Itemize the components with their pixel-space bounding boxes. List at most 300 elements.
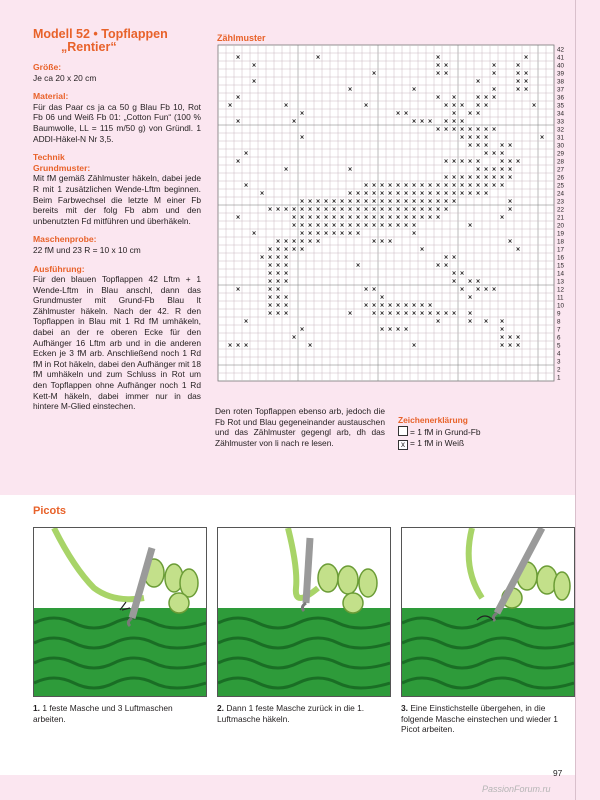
white-stitch-mark: × <box>235 94 241 102</box>
white-stitch-mark: × <box>291 214 297 222</box>
white-stitch-mark: × <box>283 270 289 278</box>
white-stitch-mark: × <box>291 222 297 230</box>
white-stitch-mark: × <box>227 102 233 110</box>
white-stitch-mark: × <box>427 214 433 222</box>
picot-step-2-caption <box>217 703 389 724</box>
row-label: 21 <box>557 214 565 222</box>
white-stitch-mark: × <box>459 190 465 198</box>
white-stitch-mark: × <box>435 70 441 78</box>
white-stitch-mark: × <box>403 198 409 206</box>
white-stitch-mark: × <box>291 334 297 342</box>
white-stitch-mark: × <box>451 158 457 166</box>
step-3-text: Eine Einstichstelle übergehen, in die folgende Masche einstechen und wieder 1 Picot arbeiten. <box>401 703 558 735</box>
row-label: 20 <box>557 222 565 230</box>
white-stitch-mark: × <box>483 318 489 326</box>
white-stitch-mark: × <box>371 206 377 214</box>
white-stitch-mark: × <box>299 110 305 118</box>
white-stitch-mark: × <box>427 198 433 206</box>
white-stitch-mark: × <box>475 134 481 142</box>
white-stitch-mark: × <box>459 102 465 110</box>
white-stitch-mark: × <box>379 214 385 222</box>
white-stitch-mark: × <box>331 198 337 206</box>
white-stitch-mark: × <box>475 286 481 294</box>
white-stitch-mark: × <box>299 198 305 206</box>
white-stitch-mark: × <box>443 174 449 182</box>
white-stitch-mark: × <box>491 166 497 174</box>
white-stitch-mark: × <box>387 190 393 198</box>
white-stitch-mark: × <box>395 310 401 318</box>
white-stitch-mark: × <box>275 238 281 246</box>
white-stitch-mark: × <box>411 118 417 126</box>
crochet-step-3-image <box>402 528 574 696</box>
white-stitch-mark: × <box>459 182 465 190</box>
white-stitch-mark: × <box>283 206 289 214</box>
white-stitch-mark: × <box>363 302 369 310</box>
white-stitch-mark: × <box>467 182 473 190</box>
row-label: 28 <box>557 158 565 166</box>
white-stitch-mark: × <box>371 238 377 246</box>
white-stitch-mark: × <box>331 206 337 214</box>
white-stitch-mark: × <box>307 238 313 246</box>
white-stitch-mark: × <box>379 182 385 190</box>
white-stitch-mark: × <box>299 326 305 334</box>
white-stitch-mark: × <box>227 342 233 350</box>
white-stitch-mark: × <box>347 310 353 318</box>
white-stitch-mark: × <box>355 206 361 214</box>
row-label: 30 <box>557 142 565 150</box>
white-stitch-mark: × <box>315 206 321 214</box>
white-stitch-mark: × <box>507 238 513 246</box>
white-stitch-mark: × <box>379 310 385 318</box>
row-label: 8 <box>557 318 561 326</box>
white-stitch-mark: × <box>411 182 417 190</box>
white-stitch-mark: × <box>467 278 473 286</box>
white-stitch-mark: × <box>259 190 265 198</box>
white-stitch-mark: × <box>451 94 457 102</box>
white-stitch-mark: × <box>459 134 465 142</box>
row-label: 4 <box>557 350 561 358</box>
row-label: 36 <box>557 94 565 102</box>
white-stitch-mark: × <box>387 182 393 190</box>
row-label: 15 <box>557 262 565 270</box>
white-stitch-mark: × <box>267 206 273 214</box>
white-stitch-mark: × <box>451 102 457 110</box>
white-stitch-mark: × <box>363 190 369 198</box>
white-stitch-mark: × <box>419 118 425 126</box>
white-stitch-mark: × <box>235 214 241 222</box>
white-stitch-mark: × <box>443 102 449 110</box>
white-stitch-mark: × <box>283 102 289 110</box>
white-stitch-mark: × <box>427 118 433 126</box>
legend-item-base-label: = 1 fM in Grund-Fb <box>410 427 481 437</box>
execution-heading: Ausführung: <box>33 263 85 274</box>
chart-title: Zählmuster <box>217 33 266 43</box>
white-stitch-mark: × <box>379 238 385 246</box>
white-stitch-mark: × <box>507 166 513 174</box>
white-stitch-mark: × <box>483 150 489 158</box>
white-stitch-mark: × <box>451 118 457 126</box>
white-stitch-mark: × <box>395 198 401 206</box>
white-stitch-mark: × <box>395 222 401 230</box>
white-stitch-mark: × <box>435 214 441 222</box>
white-stitch-mark: × <box>355 198 361 206</box>
white-stitch-mark: × <box>235 158 241 166</box>
white-stitch-mark: × <box>355 230 361 238</box>
legend-item-base <box>398 426 481 438</box>
legend-item-white-label: = 1 fM in Weiß <box>410 438 465 448</box>
row-label: 6 <box>557 334 561 342</box>
white-stitch-mark: × <box>451 310 457 318</box>
legend <box>398 415 481 450</box>
white-stitch-mark: × <box>515 70 521 78</box>
white-stitch-mark: × <box>387 238 393 246</box>
white-stitch-mark: × <box>499 150 505 158</box>
row-label: 5 <box>557 342 561 350</box>
row-label: 12 <box>557 286 565 294</box>
white-stitch-mark: × <box>491 126 497 134</box>
row-label: 13 <box>557 278 565 286</box>
white-stitch-mark: × <box>291 118 297 126</box>
white-stitch-mark: × <box>491 94 497 102</box>
white-stitch-mark: × <box>275 254 281 262</box>
white-stitch-mark: × <box>475 182 481 190</box>
white-stitch-mark: × <box>299 214 305 222</box>
white-stitch-mark: × <box>307 222 313 230</box>
white-stitch-mark: × <box>363 214 369 222</box>
white-stitch-mark: × <box>403 222 409 230</box>
empty-square-icon <box>398 426 408 436</box>
picots-title: Picots <box>33 505 67 517</box>
white-stitch-mark: × <box>403 302 409 310</box>
white-stitch-mark: × <box>379 302 385 310</box>
white-stitch-mark: × <box>299 230 305 238</box>
white-stitch-mark: × <box>491 86 497 94</box>
white-stitch-mark: × <box>315 214 321 222</box>
white-stitch-mark: × <box>395 110 401 118</box>
white-stitch-mark: × <box>531 102 537 110</box>
title-line-1: Modell 52 • Topflappen <box>33 27 168 41</box>
white-stitch-mark: × <box>379 222 385 230</box>
white-stitch-mark: × <box>515 78 521 86</box>
white-stitch-mark: × <box>243 150 249 158</box>
gauge-text: 22 fM und 23 R = 10 x 10 cm <box>33 244 141 255</box>
white-stitch-mark: × <box>403 326 409 334</box>
white-stitch-mark: × <box>371 214 377 222</box>
white-stitch-mark: × <box>307 230 313 238</box>
white-stitch-mark: × <box>491 182 497 190</box>
white-stitch-mark: × <box>451 270 457 278</box>
white-stitch-mark: × <box>451 110 457 118</box>
white-stitch-mark: × <box>339 222 345 230</box>
white-stitch-mark: × <box>347 198 353 206</box>
white-stitch-mark: × <box>467 294 473 302</box>
white-stitch-mark: × <box>363 286 369 294</box>
white-stitch-mark: × <box>411 86 417 94</box>
white-stitch-mark: × <box>283 238 289 246</box>
white-stitch-mark: × <box>283 166 289 174</box>
white-stitch-mark: × <box>275 206 281 214</box>
white-stitch-mark: × <box>491 286 497 294</box>
white-stitch-mark: × <box>411 190 417 198</box>
white-stitch-mark: × <box>363 102 369 110</box>
row-label: 25 <box>557 182 565 190</box>
white-stitch-mark: × <box>515 334 521 342</box>
white-stitch-mark: × <box>427 190 433 198</box>
picot-step-3-caption <box>401 703 573 735</box>
row-label: 22 <box>557 206 565 214</box>
white-stitch-mark: × <box>483 166 489 174</box>
row-label: 19 <box>557 230 565 238</box>
white-stitch-mark: × <box>371 70 377 78</box>
white-stitch-mark: × <box>403 182 409 190</box>
white-stitch-mark: × <box>275 294 281 302</box>
white-stitch-mark: × <box>299 206 305 214</box>
white-stitch-mark: × <box>283 310 289 318</box>
white-stitch-mark: × <box>475 110 481 118</box>
white-stitch-mark: × <box>523 54 529 62</box>
title-line-2: „Rentier“ <box>61 40 117 54</box>
picot-step-3-illustration <box>401 527 575 697</box>
watermark: PassionForum.ru <box>482 784 551 794</box>
white-stitch-mark: × <box>267 302 273 310</box>
white-stitch-mark: × <box>483 102 489 110</box>
white-stitch-mark: × <box>315 222 321 230</box>
row-label: 17 <box>557 246 565 254</box>
white-stitch-mark: × <box>275 246 281 254</box>
white-stitch-mark: × <box>507 206 513 214</box>
white-stitch-mark: × <box>499 334 505 342</box>
technique-heading: Technik <box>33 152 65 163</box>
white-stitch-mark: × <box>443 262 449 270</box>
white-stitch-mark: × <box>475 78 481 86</box>
white-stitch-mark: × <box>331 222 337 230</box>
white-stitch-mark: × <box>403 190 409 198</box>
row-label: 23 <box>557 198 565 206</box>
white-stitch-mark: × <box>363 198 369 206</box>
white-stitch-mark: × <box>307 198 313 206</box>
white-stitch-mark: × <box>331 214 337 222</box>
white-stitch-mark: × <box>243 342 249 350</box>
white-stitch-mark: × <box>387 302 393 310</box>
white-stitch-mark: × <box>275 262 281 270</box>
white-stitch-mark: × <box>475 278 481 286</box>
white-stitch-mark: × <box>419 310 425 318</box>
row-label: 37 <box>557 86 565 94</box>
white-stitch-mark: × <box>267 254 273 262</box>
white-stitch-mark: × <box>499 326 505 334</box>
white-stitch-mark: × <box>451 190 457 198</box>
white-stitch-mark: × <box>251 78 257 86</box>
white-stitch-mark: × <box>387 198 393 206</box>
white-stitch-mark: × <box>315 230 321 238</box>
white-stitch-mark: × <box>475 126 481 134</box>
legend-item-white <box>398 438 481 450</box>
white-stitch-mark: × <box>283 254 289 262</box>
basic-pattern-heading: Grundmuster: <box>33 162 91 173</box>
white-stitch-mark: × <box>435 62 441 70</box>
white-stitch-mark: × <box>427 182 433 190</box>
white-stitch-mark: × <box>323 214 329 222</box>
white-stitch-mark: × <box>411 198 417 206</box>
white-stitch-mark: × <box>411 230 417 238</box>
step-3-number: 3. <box>401 703 408 713</box>
white-stitch-mark: × <box>251 230 257 238</box>
white-stitch-mark: × <box>291 238 297 246</box>
white-stitch-mark: × <box>491 150 497 158</box>
gauge-heading: Maschenprobe: <box>33 234 97 245</box>
white-stitch-mark: × <box>355 262 361 270</box>
white-stitch-mark: × <box>515 246 521 254</box>
white-stitch-mark: × <box>451 278 457 286</box>
white-stitch-mark: × <box>339 198 345 206</box>
white-stitch-mark: × <box>499 182 505 190</box>
row-label: 42 <box>557 46 565 54</box>
white-stitch-mark: × <box>347 190 353 198</box>
row-label: 41 <box>557 54 565 62</box>
white-stitch-mark: × <box>435 262 441 270</box>
white-stitch-mark: × <box>235 118 241 126</box>
white-stitch-mark: × <box>451 182 457 190</box>
white-stitch-mark: × <box>515 342 521 350</box>
white-stitch-mark: × <box>371 190 377 198</box>
white-stitch-mark: × <box>307 206 313 214</box>
white-stitch-mark: × <box>283 278 289 286</box>
white-stitch-mark: × <box>403 110 409 118</box>
white-stitch-mark: × <box>419 246 425 254</box>
white-stitch-mark: × <box>307 214 313 222</box>
row-label: 38 <box>557 78 565 86</box>
picot-step-2-illustration <box>217 527 391 697</box>
white-stitch-mark: × <box>523 78 529 86</box>
white-stitch-mark: × <box>323 230 329 238</box>
white-stitch-mark: × <box>347 222 353 230</box>
white-stitch-mark: × <box>371 182 377 190</box>
row-label: 3 <box>557 358 561 366</box>
white-stitch-mark: × <box>459 286 465 294</box>
page-number: 97 <box>553 768 563 778</box>
white-stitch-mark: × <box>267 270 273 278</box>
technique-text: Mit fM gemäß Zählmuster häkeln, dabei jede R mit 1 zusätzlichen Wende-Lftm beginnen. Beim Farbwechsel die letzte M einer Fb bereits mit der folg Fb abm und den unbenutzten Fd mitführen und überhäkeln. <box>33 173 201 226</box>
white-stitch-mark: × <box>451 174 457 182</box>
white-stitch-mark: × <box>499 158 505 166</box>
white-stitch-mark: × <box>443 310 449 318</box>
white-stitch-mark: × <box>275 302 281 310</box>
white-stitch-mark: × <box>443 190 449 198</box>
white-stitch-mark: × <box>523 86 529 94</box>
white-stitch-mark: × <box>515 62 521 70</box>
white-stitch-mark: × <box>483 126 489 134</box>
white-stitch-mark: × <box>435 318 441 326</box>
row-label: 24 <box>557 190 565 198</box>
white-stitch-mark: × <box>355 190 361 198</box>
white-stitch-mark: × <box>275 270 281 278</box>
white-stitch-mark: × <box>275 310 281 318</box>
white-stitch-mark: × <box>379 190 385 198</box>
white-stitch-mark: × <box>235 286 241 294</box>
row-label: 40 <box>557 62 565 70</box>
white-stitch-mark: × <box>395 190 401 198</box>
size-heading: Größe: <box>33 62 62 72</box>
white-stitch-mark: × <box>491 62 497 70</box>
white-stitch-mark: × <box>387 222 393 230</box>
white-stitch-mark: × <box>467 310 473 318</box>
white-stitch-mark: × <box>467 134 473 142</box>
white-stitch-mark: × <box>379 206 385 214</box>
white-stitch-mark: × <box>275 278 281 286</box>
white-stitch-mark: × <box>515 86 521 94</box>
white-stitch-mark: × <box>339 206 345 214</box>
white-stitch-mark: × <box>515 158 521 166</box>
white-stitch-mark: × <box>299 238 305 246</box>
step-1-text: 1 feste Masche und 3 Luftmaschen arbeiten. <box>33 703 173 724</box>
white-stitch-mark: × <box>443 198 449 206</box>
white-stitch-mark: × <box>475 102 481 110</box>
white-stitch-mark: × <box>331 230 337 238</box>
white-stitch-mark: × <box>395 326 401 334</box>
white-stitch-mark: × <box>315 198 321 206</box>
white-stitch-mark: × <box>379 198 385 206</box>
white-stitch-mark: × <box>475 166 481 174</box>
white-stitch-mark: × <box>523 70 529 78</box>
white-stitch-mark: × <box>411 206 417 214</box>
white-stitch-mark: × <box>283 246 289 254</box>
white-stitch-mark: × <box>299 134 305 142</box>
white-stitch-mark: × <box>499 174 505 182</box>
white-stitch-mark: × <box>499 318 505 326</box>
white-stitch-mark: × <box>259 254 265 262</box>
white-stitch-mark: × <box>267 262 273 270</box>
row-label: 35 <box>557 102 565 110</box>
white-stitch-mark: × <box>467 318 473 326</box>
row-label: 29 <box>557 150 565 158</box>
white-stitch-mark: × <box>371 222 377 230</box>
white-stitch-mark: × <box>467 222 473 230</box>
white-stitch-mark: × <box>475 142 481 150</box>
white-stitch-mark: × <box>435 94 441 102</box>
white-stitch-mark: × <box>379 294 385 302</box>
white-stitch-mark: × <box>459 158 465 166</box>
white-stitch-mark: × <box>443 206 449 214</box>
white-stitch-mark: × <box>435 190 441 198</box>
white-stitch-mark: × <box>275 286 281 294</box>
white-stitch-mark: × <box>459 118 465 126</box>
white-stitch-mark: × <box>315 238 321 246</box>
step-2-text: Dann 1 feste Masche zurück in die 1. Luftmasche häkeln. <box>217 703 365 724</box>
white-stitch-mark: × <box>483 182 489 190</box>
white-stitch-mark: × <box>347 166 353 174</box>
white-stitch-mark: × <box>427 310 433 318</box>
white-stitch-mark: × <box>363 182 369 190</box>
white-stitch-mark: × <box>507 174 513 182</box>
white-stitch-mark: × <box>475 190 481 198</box>
legend-heading: Zeichenerklärung <box>398 415 468 425</box>
picot-step-1-caption <box>33 703 205 724</box>
white-stitch-mark: × <box>475 158 481 166</box>
row-label: 33 <box>557 118 565 126</box>
row-label: 1 <box>557 374 561 382</box>
white-stitch-mark: × <box>499 342 505 350</box>
white-stitch-mark: × <box>419 198 425 206</box>
white-stitch-mark: × <box>371 310 377 318</box>
white-stitch-mark: × <box>403 206 409 214</box>
row-label: 14 <box>557 270 565 278</box>
size-text: Je ca 20 x 20 cm <box>33 72 97 83</box>
white-stitch-mark: × <box>291 246 297 254</box>
white-stitch-mark: × <box>371 302 377 310</box>
chart-note: Den roten Topflappen ebenso arb, jedoch die Fb Rot und Blau gegeneinander austauschen und das Zählmuster gegengl arb, dh das Zählmuster von li nach re lesen. <box>215 406 385 448</box>
row-label: 26 <box>557 174 565 182</box>
white-stitch-mark: × <box>419 182 425 190</box>
